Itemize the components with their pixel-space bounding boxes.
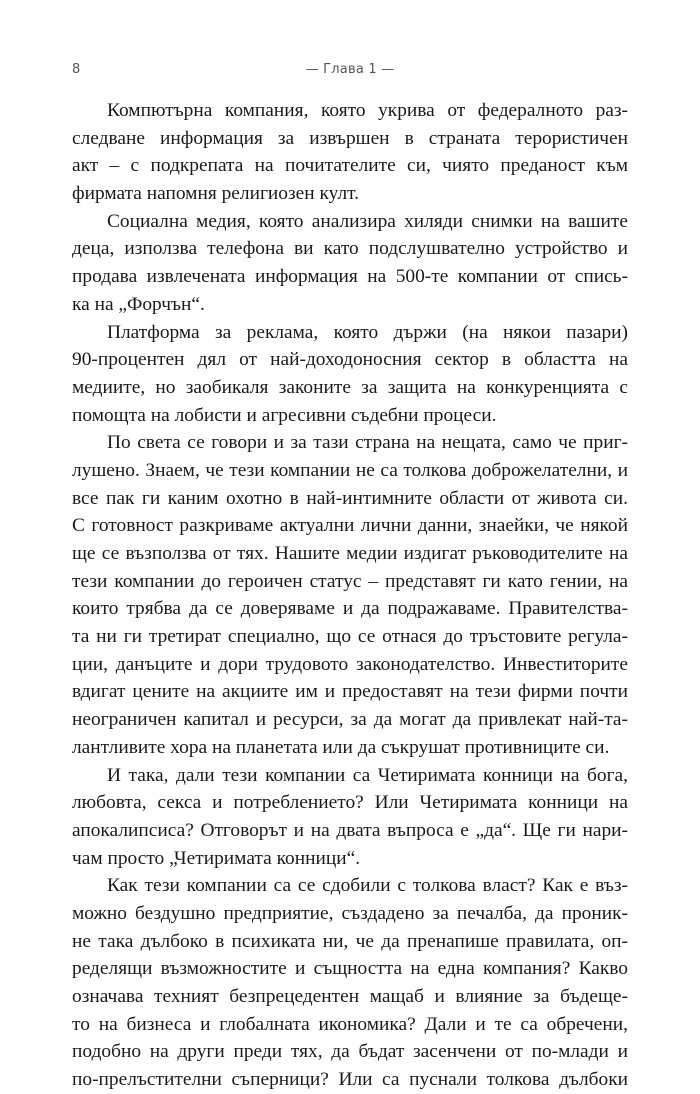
text-line: ще се възползва от тях. Нашите медии издигат ръководителите на xyxy=(72,543,628,564)
paragraph xyxy=(72,429,628,761)
text-line: ка на „Форчън“. xyxy=(72,293,205,315)
paragraph xyxy=(72,97,628,208)
body-text xyxy=(72,97,628,1094)
text-line: По света се говори и за тази страна на нещата, само че приг- xyxy=(107,432,628,454)
paragraph xyxy=(72,762,628,873)
text-line: тези компании до героичен статус – представят ги като гении, на xyxy=(72,570,628,592)
text-line: вдигат цените на акциите им и предоставят на тези фирми почти xyxy=(72,681,628,703)
text-line: не така дълбоко в психиката ни, че да пренапише правилата, оп- xyxy=(72,930,628,952)
text-line: можно бездушно предприятие, създадено за печалба, да проник- xyxy=(72,902,628,924)
text-line: Социална медия, която анализира хиляди снимки на вашите xyxy=(107,210,628,232)
text-line: лантливите хора на планетата или да съкрушат противниците си. xyxy=(72,736,610,758)
text-line: лушено. Знаем, че тези компании не са толкова доброжелателни, и xyxy=(72,459,628,481)
text-line: следване информация за извършен в страната терористичен xyxy=(72,127,628,149)
text-line: И така, дали тези компании са Четиримата конници на бога, xyxy=(107,764,628,786)
paragraph xyxy=(72,872,628,1094)
text-line: та ни ги третират специално, що се отнася до тръстовите регула- xyxy=(72,626,628,648)
text-line: чам просто „Четиримата конници“. xyxy=(72,847,361,869)
text-line: ределящи възможностите и същността на една компания? Какво xyxy=(72,958,628,980)
page-header xyxy=(72,62,628,82)
text-line: продава извлечената информация на 500-те компании от спись- xyxy=(72,266,628,288)
text-line: то на бизнеса и глобалната икономика? Дали и те са обречени, xyxy=(72,1013,628,1035)
text-line: 90-процентен дял от най-доходоносния сектор в областта на xyxy=(72,349,628,371)
text-line: по-прелъстителни съперници? Или са пуснали толкова дълбоки xyxy=(72,1069,628,1091)
text-line: ции, данъците и дори трудовото законодателство. Инвеститорите xyxy=(72,653,628,675)
text-line: фирмата напомня религиозен култ. xyxy=(72,183,359,205)
page-number: 8 xyxy=(72,62,81,77)
running-head: — Глава 1 — xyxy=(305,62,395,77)
text-line: помощта на лобисти и агресивни съдебни процеси. xyxy=(72,404,497,426)
text-line: Как тези компании са се сдобили с толкова власт? Как е въз- xyxy=(107,875,628,897)
text-line: които трябва да се доверяваме и да подражаваме. Правителства- xyxy=(72,598,628,620)
text-line: акт – с подкрепата на почитателите си, чиято преданост към xyxy=(72,155,628,177)
text-line: означава техният безпрецедентен мащаб и влияние за бъдеще- xyxy=(72,986,628,1007)
text-line: все пак ги каним охотно в най-интимните области от живота си. xyxy=(72,487,628,509)
paragraph xyxy=(72,208,628,319)
text-line: медиите, но заобикаля законите за защита на конкуренцията с xyxy=(72,376,628,398)
text-line: Платформа за реклама, която държи (на някои пазари) xyxy=(107,321,628,343)
text-line: деца, използва телефона ви като подслушвателно устройство и xyxy=(72,238,628,260)
text-line: Компютърна компания, която укрива от федералното раз- xyxy=(107,100,628,121)
text-line: любовта, секса и потреблението? Или Четиримата конници на xyxy=(72,792,628,814)
paragraph xyxy=(72,319,628,430)
text-line: неограничен капитал и ресурси, за да могат да привлекат най-та- xyxy=(72,709,628,731)
text-line: подобно на други преди тях, да бъдат засенчени от по-млади и xyxy=(72,1041,628,1063)
text-line: апокалипсиса? Отговорът и на двата въпроса е „да“. Ще ги нари- xyxy=(72,819,628,841)
text-line: С готовност разкриваме актуални лични данни, знаейки, че някой xyxy=(72,515,628,537)
